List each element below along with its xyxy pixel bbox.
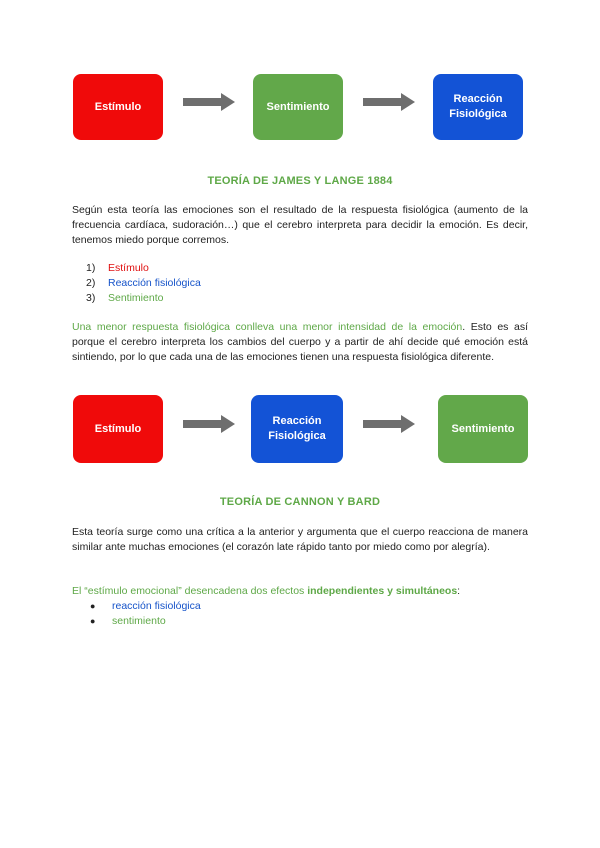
list-item: 1) Estímulo bbox=[86, 262, 149, 274]
section1-paragraph: Según esta teoría las emociones son el resultado de la respuesta fisiológica (aumento de la frecuencia cardíaca, sudoración…) que el cerebro interpreta para decidir la emoción. Es decir, tenemos miedo porque corremos. bbox=[72, 204, 528, 246]
diagram1-box-feeling: Sentimiento bbox=[253, 74, 343, 140]
arrow-right-icon bbox=[183, 415, 235, 433]
arrow-right-icon bbox=[363, 93, 415, 111]
paragraph-text: . Esto es así porque el cerebro interpreta los cambios del cuerpo y a partir de ahí decide qué emoción está sintiendo, por lo que cada una de las emociones tienen una respuesta fisiológica diferente. bbox=[72, 321, 528, 363]
diagram2-box-reaction: Reacción Fisiológica bbox=[251, 395, 343, 463]
section2-effects: El “estímulo emocional” desencadena dos efectos independientes y simultáneos: bbox=[72, 585, 461, 597]
highlight-text: Una menor respuesta fisiológica conlleva una menor intensidad de la emoción bbox=[72, 321, 463, 333]
list-item: 3) Sentimiento bbox=[86, 292, 164, 304]
section1-title: TEORÍA DE JAMES Y LANGE 1884 bbox=[207, 175, 393, 187]
list-item: 2) Reacción fisiológica bbox=[86, 277, 201, 289]
diagram1-box-reaction: Reacción Fisiológica bbox=[433, 74, 523, 140]
diagram1-box-stimulus: Estímulo bbox=[73, 74, 163, 140]
section2-paragraph: Esta teoría surge como una crítica a la anterior y argumenta que el cuerpo reacciona de manera similar ante muchas emociones (el corazón late rápido tanto por miedo como por alegría). bbox=[72, 526, 528, 553]
section2-bullets bbox=[90, 599, 201, 629]
section1-paragraph2 bbox=[72, 320, 528, 365]
section1-list bbox=[86, 261, 201, 306]
section2-title: TEORÍA DE CANNON Y BARD bbox=[219, 496, 381, 508]
arrow-right-icon bbox=[183, 93, 235, 111]
list-item: ● reacción fisiológica bbox=[90, 600, 201, 612]
diagram2-box-stimulus: Estímulo bbox=[73, 395, 163, 463]
diagram2-box-feeling: Sentimiento bbox=[438, 395, 528, 463]
list-item: ● sentimiento bbox=[90, 615, 166, 627]
arrow-right-icon bbox=[363, 415, 415, 433]
